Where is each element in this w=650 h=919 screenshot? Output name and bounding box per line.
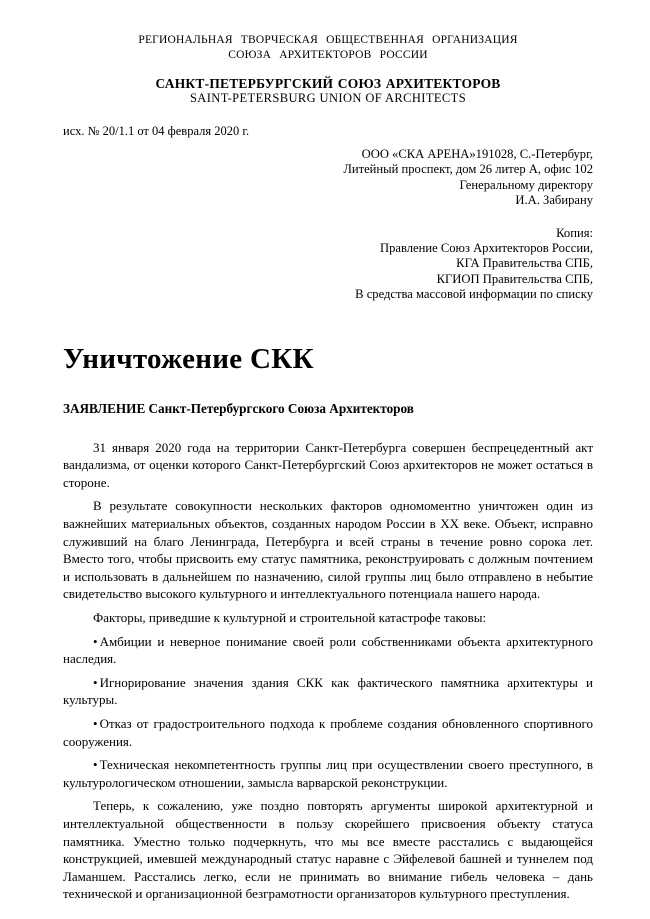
outgoing-reference-line: исх. № 20/1.1 от 04 февраля 2020 г. <box>63 124 250 138</box>
paragraph-closing: Теперь, к сожалению, уже поздно повторять аргументы широкой архитектурной и интеллектуальной общественности в пользу скорейшего присвоения объекту статуса памятника. Уместно только подчеркнуть, что мы все вместе расстались с выдающейся конструкцией, имевшей международный статус наравне с Эйфелевой башней и туннелем под Ламаншем. Расстались легко, если не принимать во внимание гибель человека – дань технической и организационной безграмотности организаторов культурного преступления. <box>63 798 593 902</box>
copy-line: Правление Союз Архитекторов России, <box>380 241 593 256</box>
recipient-line: Генеральному директору <box>459 177 593 192</box>
copy-line: КГА Правительства СПБ, <box>456 256 593 271</box>
bullet-text: Игнорирование значения здания СКК как фактического памятника архитектуры и культуры. <box>63 674 593 708</box>
org-name-line-1: РЕГИОНАЛЬНАЯ ТВОРЧЕСКАЯ ОБЩЕСТВЕННАЯ ОРГАНИЗАЦИЯ <box>138 34 518 46</box>
bullet-icon: • <box>93 757 98 773</box>
document-title: Уничтожение СКК <box>63 342 314 375</box>
recipient-line: ООО «СКА АРЕНА»191028, С.-Петербург, <box>361 147 593 161</box>
paragraph-intro: 31 января 2020 года на территории Санкт-Петербурга совершен беспрецедентный акт вандализма, от оценки которого Санкт-Петербургский Союз архитекторов не может остаться в стороне. <box>63 439 593 490</box>
bullet-item <box>63 756 593 791</box>
bullet-item <box>63 633 593 668</box>
bullet-text: Техническая некомпетентность группы лиц при осуществлении своего преступного, в культурологическом отношении, замысла варварской реконструкции. <box>63 757 593 790</box>
bullet-item <box>63 674 593 709</box>
bullet-icon: • <box>93 633 98 649</box>
recipient-line: И.А. Забирану <box>515 193 593 208</box>
recipient-line: Литейный проспект, дом 26 литер А, офис 102 <box>343 162 593 177</box>
statement-heading: ЗАЯВЛЕНИЕ Санкт-Петербургского Союза Архитекторов <box>63 400 414 416</box>
letterhead <box>63 33 593 106</box>
bullet-text: Отказ от градостроительного подхода к проблеме создания обновленного спортивного сооружения. <box>63 715 593 749</box>
copy-line: КГИОП Правительства СПБ, <box>436 271 593 286</box>
bullet-icon: • <box>93 715 98 731</box>
bullet-item <box>63 715 593 750</box>
paragraph-factors-lead: Факторы, приведшие к культурной и строительной катастрофе таковы: <box>93 610 487 625</box>
union-name-english: SAINT-PETERSBURG UNION OF ARCHITECTS <box>189 91 467 105</box>
org-name-line-2: СОЮЗА АРХИТЕКТОРОВ РОССИИ <box>228 49 428 61</box>
bullet-icon: • <box>93 674 98 690</box>
paragraph-destruction: В результате совокупности нескольких факторов одномоментно уничтожен один из важнейших материальных объектов, созданных народом России в XX веке. Объект, исправно служивший на благо Ленинграда, Петербурга и всей страны в течение ровно сорока лет. Вместо того, чтобы присвоить ему статус памятника, реконструировать с должным почтением и использовать в дальнейшем по назначению, силой группы лиц было отправлено в небытие свидетельство высокого культурного и интеллектуального потенциала нашего народа. <box>63 498 593 602</box>
copy-label: Копия: <box>556 225 593 240</box>
recipient-block <box>63 147 593 209</box>
union-name-russian: САНКТ-ПЕТЕРБУРГСКИЙ СОЮЗ АРХИТЕКТОРОВ <box>155 76 501 91</box>
copy-line: В средства массовой информации по списку <box>355 287 593 302</box>
copy-block <box>63 226 593 303</box>
bullet-text: Амбиции и неверное понимание своей роли собственниками объекта архитектурного наследия. <box>63 633 593 667</box>
